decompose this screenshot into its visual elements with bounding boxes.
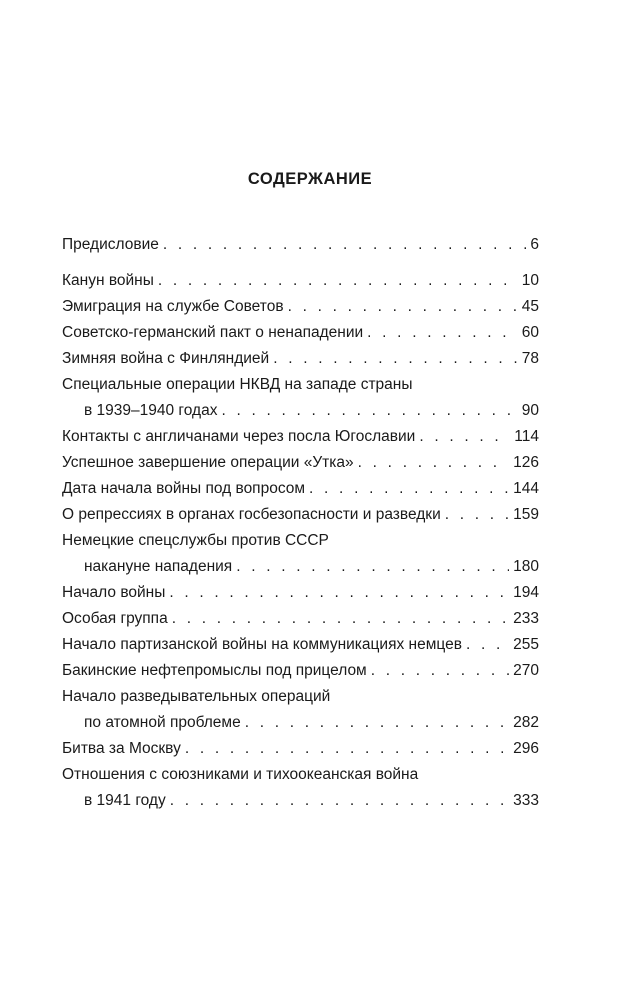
toc-entry-line	[62, 606, 539, 632]
toc-entry[interactable]	[62, 606, 539, 632]
toc-entry[interactable]	[62, 424, 539, 450]
dot-leader	[236, 554, 509, 580]
toc-entry[interactable]	[62, 528, 539, 580]
toc-entry-title: по атомной проблеме	[84, 714, 241, 731]
toc-entry[interactable]	[62, 580, 539, 606]
toc-entry[interactable]	[62, 658, 539, 684]
toc-entry-title: Битва за Москву	[62, 740, 181, 757]
toc-entry-title: Отношения с союзниками и тихоокеанская война	[62, 766, 419, 783]
toc-entry-line	[62, 476, 539, 502]
toc-entry-line	[62, 788, 539, 814]
dot-leader	[466, 632, 509, 658]
dot-leader	[221, 398, 517, 424]
toc-entry-title: Предисловие	[62, 236, 159, 253]
toc-entry-title: Начало разведывательных операций	[62, 688, 331, 705]
toc-page-number: 180	[513, 558, 539, 575]
dot-leader	[367, 320, 518, 346]
toc-entry-title: Начало войны	[62, 584, 166, 601]
toc-entry[interactable]	[62, 294, 539, 320]
toc-entry-title: Советско-германский пакт о ненападении	[62, 324, 364, 341]
toc-entry[interactable]	[62, 232, 539, 258]
toc-entry-title: Контакты с англичанами через посла Югославии	[62, 428, 416, 445]
toc-page-number: 270	[513, 662, 539, 679]
toc-entry[interactable]	[62, 476, 539, 502]
dot-leader	[169, 580, 509, 606]
toc-entry-line	[62, 684, 539, 710]
dot-leader	[163, 232, 527, 258]
toc-entry-line	[62, 294, 539, 320]
toc-entry-line	[62, 346, 539, 372]
toc-entry-line	[62, 528, 539, 554]
toc-entry-title: в 1941 году	[84, 792, 166, 809]
toc-entry[interactable]	[62, 762, 539, 814]
toc-entry[interactable]	[62, 268, 539, 294]
toc-entry-line	[62, 658, 539, 684]
toc-entry[interactable]	[62, 450, 539, 476]
dot-leader	[158, 268, 518, 294]
toc-page-number: 144	[513, 480, 539, 497]
toc-entry-line	[62, 736, 539, 762]
toc-entry-line	[62, 232, 539, 258]
toc-entry-title: Особая группа	[62, 610, 168, 627]
toc-entry-line	[62, 580, 539, 606]
toc-entry-title: Немецкие спецслужбы против СССР	[62, 532, 329, 549]
toc-entry[interactable]	[62, 736, 539, 762]
toc-entry-line	[62, 372, 539, 398]
dot-leader	[185, 736, 509, 762]
toc-page-number: 282	[513, 714, 539, 731]
toc-entry-line	[62, 268, 539, 294]
toc-page-number: 45	[521, 298, 539, 315]
toc-entry-line	[62, 320, 539, 346]
toc-entry-title: Успешное завершение операции «Утка»	[62, 454, 354, 471]
toc-page-number: 126	[513, 454, 539, 471]
dot-leader	[371, 658, 509, 684]
toc-entry-title: Начало партизанской войны на коммуникациях немцев	[62, 636, 462, 653]
toc-page-number: 233	[513, 610, 539, 627]
page-title: СОДЕРЖАНИЕ	[247, 170, 373, 188]
dot-leader	[273, 346, 518, 372]
toc-page-number: 296	[513, 740, 539, 757]
toc-page-number: 194	[513, 584, 539, 601]
toc-page-number: 10	[521, 272, 539, 289]
toc-entry-title: О репрессиях в органах госбезопасности и разведки	[62, 506, 441, 523]
toc-page-number: 90	[521, 402, 539, 419]
dot-leader	[445, 502, 509, 528]
toc-entry-title: Дата начала войны под вопросом	[62, 480, 306, 497]
toc-entry-title: накануне нападения	[84, 558, 233, 575]
dot-leader	[358, 450, 509, 476]
toc-entry-title: Канун войны	[62, 272, 154, 289]
toc-entry[interactable]	[62, 684, 539, 736]
toc-entry[interactable]	[62, 372, 539, 424]
toc-entry-line	[62, 762, 539, 788]
toc-entry-title: в 1939–1940 годах	[84, 402, 218, 419]
toc-entry-title: Эмиграция на службе Советов	[62, 298, 284, 315]
toc-page-number: 333	[513, 792, 539, 809]
toc-entry-line	[62, 710, 539, 736]
toc-entry[interactable]	[62, 320, 539, 346]
dot-leader	[245, 710, 509, 736]
toc-page-number: 159	[513, 506, 539, 523]
toc-entry[interactable]	[62, 346, 539, 372]
dot-leader	[419, 424, 510, 450]
dot-leader	[309, 476, 509, 502]
section-gap	[62, 258, 539, 268]
toc-page-number: 114	[514, 428, 539, 445]
toc-entry[interactable]	[62, 502, 539, 528]
toc-page-number: 6	[530, 236, 539, 253]
toc-page-number: 255	[513, 636, 539, 653]
toc-entry-line	[62, 554, 539, 580]
toc-page-number: 60	[521, 324, 539, 341]
dot-leader	[170, 788, 509, 814]
toc-entry-title: Зимняя война с Финляндией	[62, 350, 270, 367]
toc-page-number: 78	[521, 350, 539, 367]
table-of-contents	[62, 232, 539, 814]
toc-entry-line	[62, 502, 539, 528]
toc-entry-title: Бакинские нефтепромыслы под прицелом	[62, 662, 367, 679]
toc-entry-line	[62, 632, 539, 658]
dot-leader	[172, 606, 509, 632]
toc-entry-title: Специальные операции НКВД на западе страны	[62, 376, 413, 393]
toc-entry-line	[62, 398, 539, 424]
toc-entry-line	[62, 450, 539, 476]
toc-entry-line	[62, 424, 539, 450]
toc-entry[interactable]	[62, 632, 539, 658]
dot-leader	[288, 294, 518, 320]
